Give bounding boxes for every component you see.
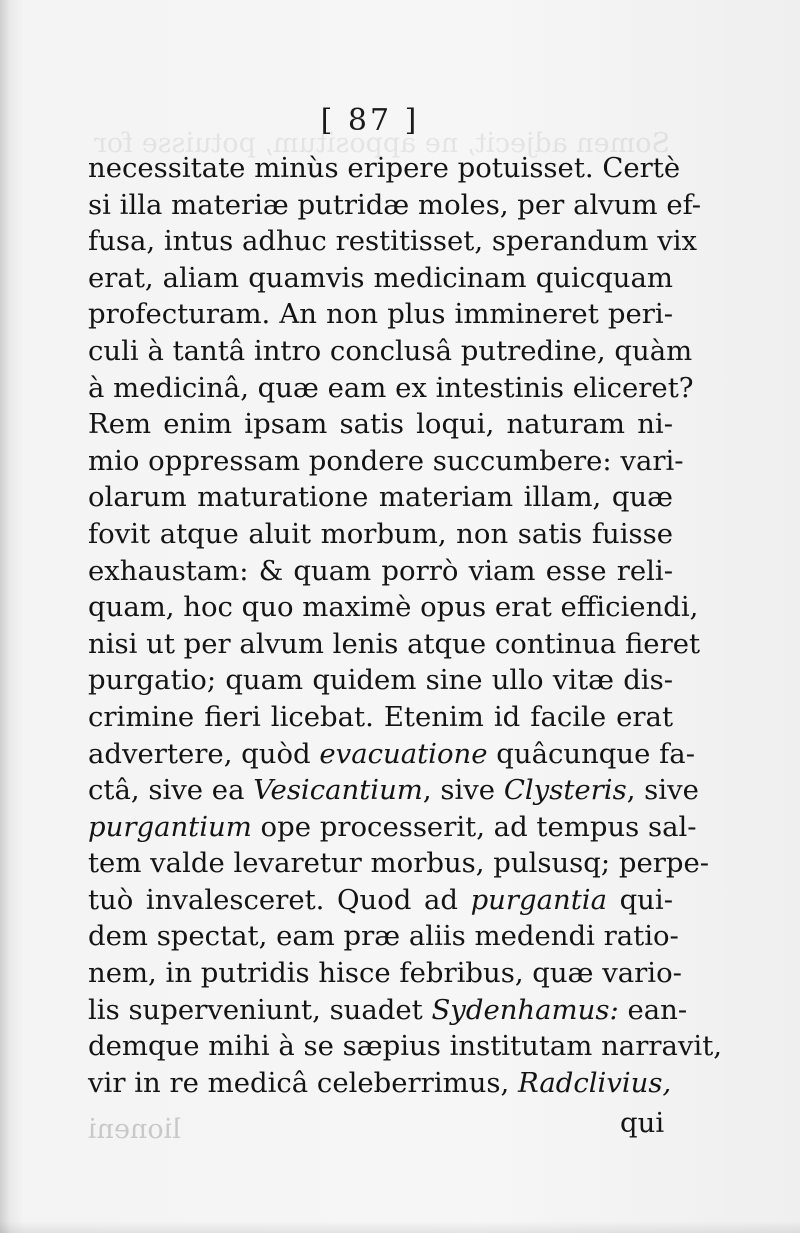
text-line: Rem enim ipsam satis loqui, naturam ni- [88,408,673,441]
text-line: lis superveniunt, suadet Sydenhamus: ean- [88,993,688,1026]
show-through-text-top: Somen adjecit, ne appositum, potuisse for [93,128,670,159]
text-line: exhaustam: & quam porrò viam esse reli- [88,554,673,587]
text-line: tem valde levaretur morbus, pulsusq; perpe- [88,847,710,880]
text-line: nem, in putridis hisce febribus, quæ vario- [88,957,682,990]
body-text [88,150,723,1101]
text-line: ctâ, sive ea Vesicantium, sive Clysteris, sive [88,774,699,807]
text-line: à medicinâ, quæ eam ex intestinis eliceret? [88,371,694,404]
text-line: advertere, quòd evacuatione quâcunque fa- [88,737,695,770]
text-line: fusa, intus adhuc restitisset, sperandum vix [88,225,698,258]
text-line: necessitate minùs eripere potuisset. Certè [88,152,681,184]
page-edge-shadow [0,1221,800,1233]
catchword: qui [620,1107,665,1139]
text-line: profecturam. An non plus immineret peri- [88,298,673,331]
text-line: quam, hoc quo maximè opus erat efficiendi, [88,591,699,624]
text-line: olarum maturatione materiam illam, quæ [88,481,673,514]
text-line: purgantium ope processerit, ad tempus sal- [88,810,697,843]
text-line: mio oppressam pondere succumbere: vari- [88,444,684,477]
text-line: purgatio; quam quidem sine ullo vitæ dis- [88,664,673,697]
page-number: [ 87 ] [320,103,420,138]
show-through-text-bottom: lioneni [88,1114,181,1145]
text-line: erat, aliam quamvis medicinam quicquam [88,261,673,294]
text-line: si illa materiæ putridæ moles, per alvum ef- [88,188,702,221]
text-line: nisi ut per alvum lenis atque continua fieret [88,627,701,660]
text-line: dem spectat, eam præ aliis medendi ratio- [88,920,679,953]
text-line: tuò invalesceret. Quod ad purgantia qui- [88,883,673,916]
text-line: demque mihi à se sæpius institutam narravit, [88,1030,723,1063]
text-line: vir in re medicâ celeberrimus, Radclivius, [88,1066,672,1099]
text-line: culi à tantâ intro conclusâ putredine, quàm [88,334,693,367]
text-line: crimine fieri licebat. Etenim id facile erat [88,700,673,733]
text-line: fovit atque aluit morbum, non satis fuisse [88,517,673,550]
